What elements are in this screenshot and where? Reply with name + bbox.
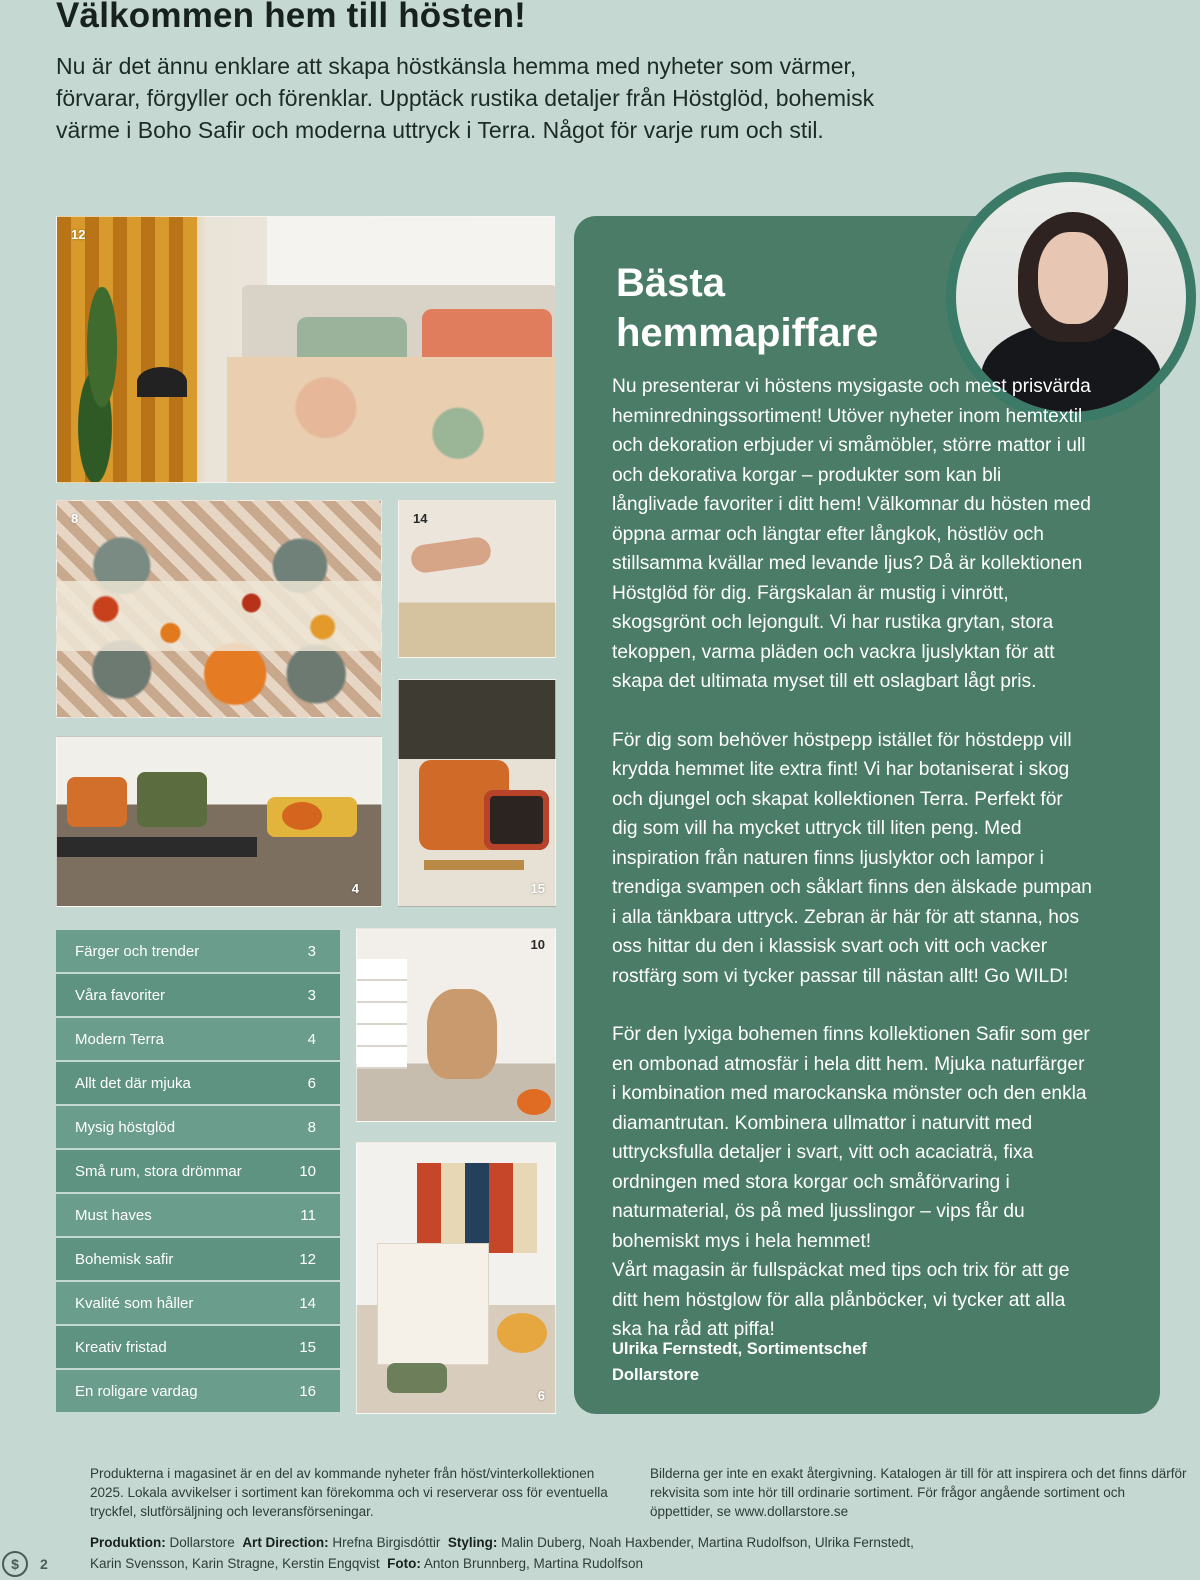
toc-item[interactable] [56, 1282, 340, 1324]
credit-value: Anton Brunnberg, Martina Rudolfson [423, 1556, 644, 1571]
credit-value: Malin Duberg, Noah Haxbender, Martina Rudolfson, Ulrika Fernstedt, Karin Svensson, Karin Stragne, Kerstin Engqvist [90, 1535, 914, 1571]
toc-page: 3 [307, 942, 316, 960]
toc-page: 16 [299, 1382, 316, 1400]
toc-item[interactable] [56, 1150, 340, 1192]
toc-item[interactable] [56, 974, 340, 1016]
credit-value: Hrefna Birgisdóttir [332, 1535, 441, 1550]
intro-text: Nu är det ännu enklare att skapa höstkänsla hemma med nyheter som värmer, förvarar, förgyller och förenklar. Upptäck rustika detaljer från Höstglöd, bohemisk värme i Boho Safir och moderna uttryck i Terra. Något för varje rum och stil. [56, 53, 875, 143]
signature-name: Ulrika Fernstedt, Sortimentschef [612, 1340, 867, 1358]
toc-page: 11 [300, 1206, 316, 1224]
photo-page-number: 12 [71, 227, 86, 242]
kids-room-photo [356, 928, 556, 1122]
editorial-paragraph: Nu presenterar vi höstens mysigaste och mest prisvärda heminredningssortiment! Utöver nyheter inom hemtextil och dekoration erbjuder vi småmöbler, större mattor i ull och dekorativa korgar – produkter som kan bli långlivade favoriter i ditt hem! Välkomnar du hösten med öppna armar och längtar efter långkok, höstlöv och stillsamma kvällar med levande ljus? Då är kollektionen Höstglöd för dig. Färgskalan är mustig i vinrött, skogsgrönt och lejongult. Vi har rustika grytan, stora tekoppen, varma pläden och vackra ljuslyktan för att skapa det ultimata myset till ett oslagbart lågt pris. [612, 376, 1091, 692]
disclaimer-right: Bilderna ger inte en exakt återgivning. Katalogen är till för att inspirera och det finns därför rekvisita som inte hör till ordinarie sortiment. För frågor angående sortiment och öppettider, se www.dollarstore.se [650, 1466, 1187, 1519]
page-title: Välkommen hem till hösten! [56, 0, 527, 35]
toc-label: Bohemisk safir [75, 1250, 174, 1268]
chair-photo [398, 679, 556, 907]
toc-page: 4 [307, 1030, 316, 1048]
photo-page-number: 6 [537, 1388, 545, 1403]
toc-item[interactable] [56, 930, 340, 972]
toc-label: Kreativ fristad [75, 1338, 167, 1356]
toc-label: Modern Terra [75, 1030, 164, 1048]
toc-label: Mysig höstglöd [75, 1118, 176, 1136]
toc-item[interactable] [56, 1062, 340, 1104]
credits [90, 1532, 930, 1574]
disclaimer-left: Produkterna i magasinet är en del av kommande nyheter från höst/vinterkollektionen 2025. Lokala avvikelser i sortiment kan förekomma och vi reserverar oss för eventuella tryckfel, slutförsäljning och leveransförseningar. [90, 1466, 608, 1519]
toc-label: Våra favoriter [75, 986, 166, 1004]
photo-page-number: 8 [71, 511, 79, 526]
toc-item[interactable] [56, 1326, 340, 1368]
boho-room-photo [356, 1142, 556, 1414]
toc-label: Must haves [75, 1206, 152, 1224]
signature-company: Dollarstore [612, 1366, 700, 1384]
editorial-paragraph: För den lyxiga bohemen finns kollektionen Safir som ger en ombonad atmosfär i hela ditt hem. Mjuka naturfärger i kombination med marockanska mönster och den enkla diamantrutan. Kombinera ullmattor i naturvitt med uttrycksfulla detaljer i svart, vitt och acaciaträ, fixa ordningen med stora korgar och småförvaring i naturmaterial, ös på med ljusslingor – vips får du bohemiskt mys i hela hemmet! [612, 1024, 1090, 1252]
toc-label: Allt det där mjuka [75, 1074, 191, 1092]
toc-page: 12 [299, 1250, 316, 1268]
toc-item[interactable] [56, 1194, 340, 1236]
editorial-text [612, 372, 1092, 1345]
rug-photo [398, 500, 556, 658]
credit-label: Foto: [387, 1556, 421, 1571]
signature [612, 1336, 1092, 1388]
editorial-paragraph: För dig som behöver höstpepp istället för höstdepp vill krydda hemmet lite extra fint! Vi har botaniserat i skog och djungel och skapat kollektionen Terra. Perfekt för dig som vill ha mycket uttryck till liten peng. Med inspiration från naturen finns ljuslyktor och lampor i trendiga svampen och såklart finns den älskade pumpan i alla tänkbara uttryck. Zebran är här för att stanna, hos oss hittar du den i klassisk svart och vitt och vacker rostfärg som vi tycker passar till nästan allt! Go WILD! [612, 729, 1092, 987]
dollarstore-logo-icon: $ [2, 1551, 28, 1577]
toc-page: 8 [307, 1118, 316, 1136]
panel-title: Bästa hemmapiffare [616, 261, 879, 355]
table-of-contents [56, 930, 340, 1414]
photo-page-number: 15 [530, 881, 545, 896]
toc-page: 10 [299, 1162, 316, 1180]
sofa-photo [56, 736, 382, 907]
bedroom-photo [56, 216, 556, 483]
toc-item[interactable] [56, 1238, 340, 1280]
credit-value: Dollarstore [169, 1535, 235, 1550]
toc-item[interactable] [56, 1106, 340, 1148]
toc-label: Kvalité som håller [75, 1294, 194, 1312]
toc-page: 14 [299, 1294, 316, 1312]
toc-label: Små rum, stora drömmar [75, 1162, 242, 1180]
table-setting-photo [56, 500, 382, 718]
credit-label: Styling: [447, 1535, 498, 1550]
toc-page: 15 [299, 1338, 316, 1356]
toc-page: 3 [307, 986, 316, 1004]
page-number: 2 [40, 1556, 48, 1572]
credit-label: Art Direction: [242, 1535, 329, 1550]
toc-page: 6 [307, 1074, 316, 1092]
photo-page-number: 4 [351, 881, 359, 896]
toc-item[interactable] [56, 1370, 340, 1412]
photo-page-number: 10 [530, 937, 545, 952]
toc-item[interactable] [56, 1018, 340, 1060]
credit-label: Produktion: [90, 1535, 166, 1550]
photo-page-number: 14 [413, 511, 428, 526]
editorial-paragraph: Vårt magasin är fullspäckat med tips och trix för att ge ditt hem höstglow för alla plånböcker, vi tycker att alla ska ha råd att piffa! [612, 1260, 1070, 1340]
toc-label: Färger och trender [75, 942, 200, 960]
toc-label: En roligare vardag [75, 1382, 198, 1400]
